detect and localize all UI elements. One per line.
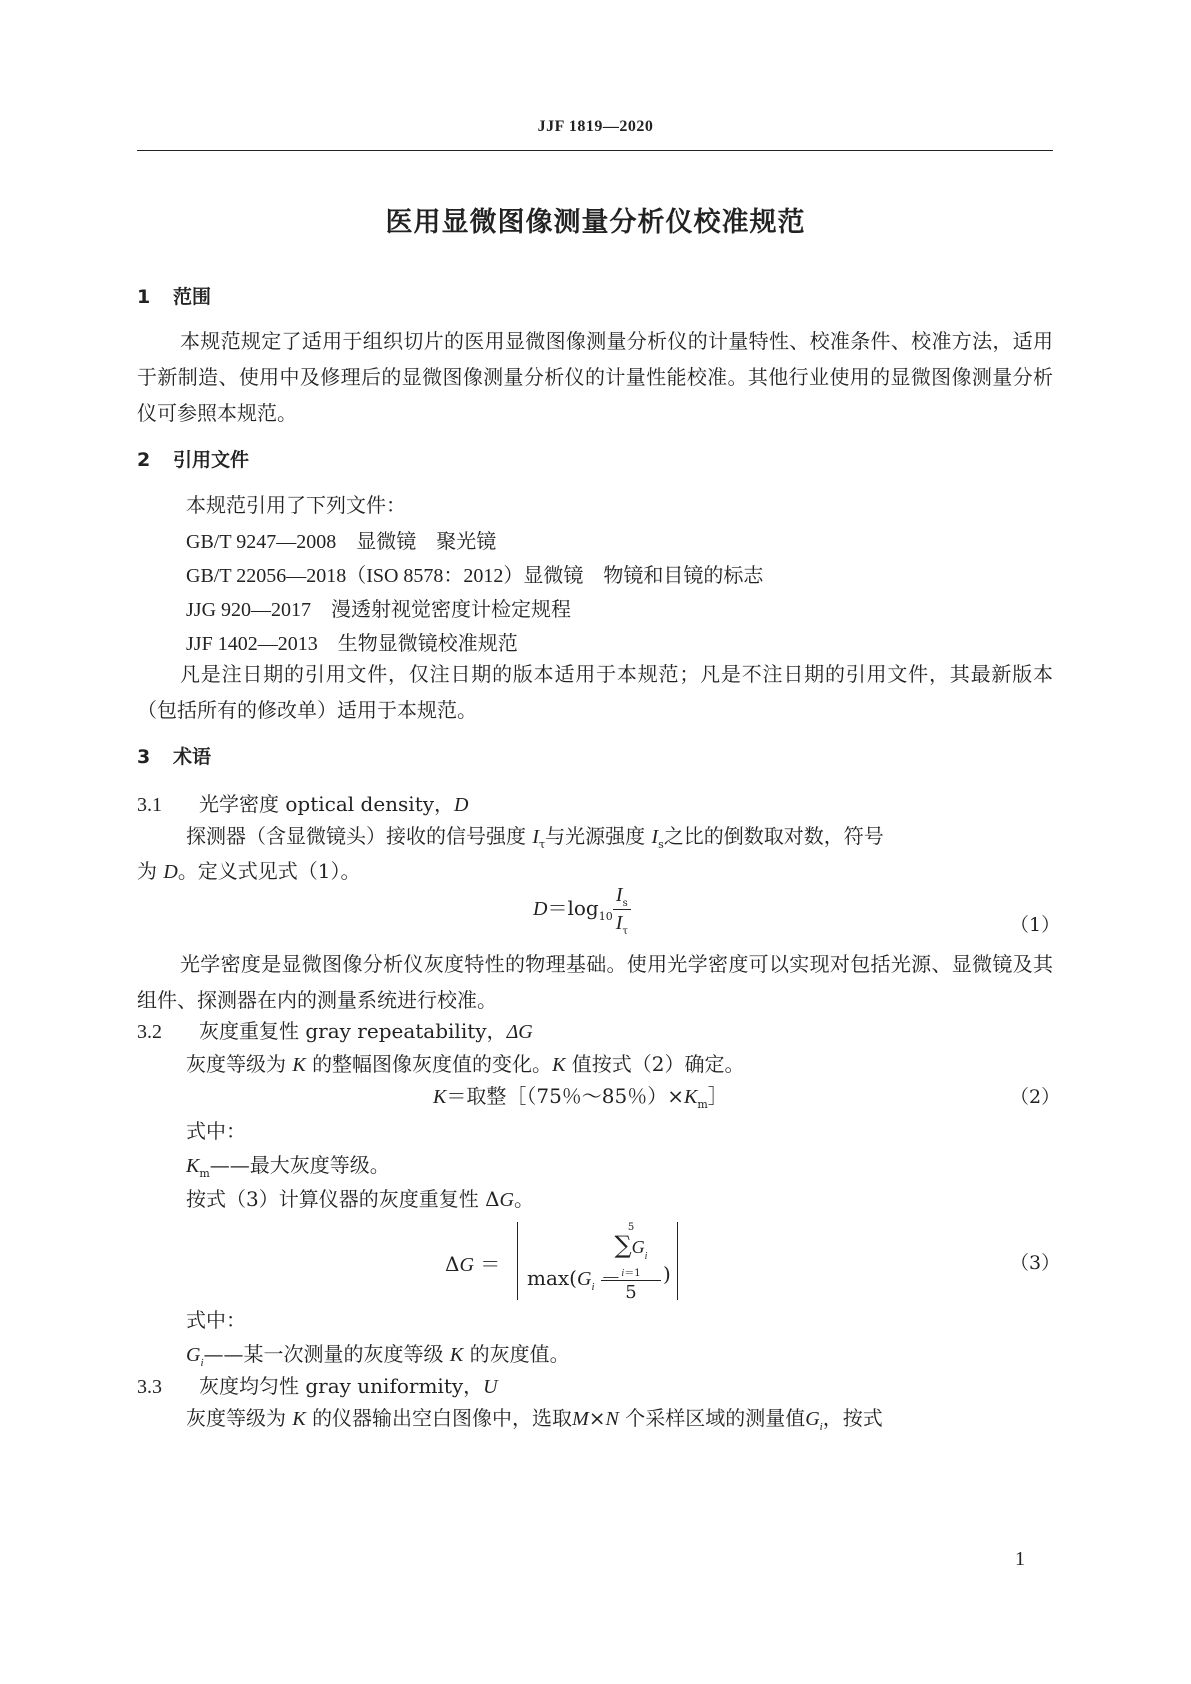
document-title: 医用显微图像测量分析仪校准规范 — [385, 207, 806, 238]
equation-3: ΔG ＝ $\max(G_i$ － 5 $\sum G_i$ i＝1 5 ) — [445, 1222, 705, 1302]
km-definition: $K_m——$最大灰度等级。 — [186, 1153, 390, 1180]
section-number: 1 — [137, 286, 151, 308]
equation-3-intro: 按式（3）计算仪器的灰度重复性 ΔG。 — [186, 1187, 534, 1211]
section-1-paragraph: 本规范规定了适用于组织切片的医用显微图像测量分析仪的计量特性、校准条件、校准方法，适用于新制造、使用中及修理后的显微图像测量分析仪的计量性能校准。其他行业使用的显微图像测量分析仪可参照本规范。 — [137, 329, 1053, 425]
definition-text: ，按式 — [822, 1406, 883, 1430]
equation-1: $D=\log_{10}$ $\frac{I_s}{I_\tau}$ — [533, 882, 631, 937]
header-rule — [137, 150, 1053, 151]
page-number: 1 — [1015, 1548, 1025, 1570]
definition-text: 为 — [137, 859, 157, 883]
reference-item — [186, 557, 763, 594]
definition-text: 与光源强度 — [545, 824, 646, 848]
reference-name: 生物显微镜校准规范 — [337, 631, 518, 655]
definition-text: 灰度等级为 — [186, 1052, 286, 1076]
term-3-1-explanation: 光学密度是显微图像分析仪灰度特性的物理基础。使用光学密度可以实现对包括光源、显微镜及其组件、探测器在内的测量系统进行校准。 — [137, 952, 1053, 1012]
definition-text: ——某一次测量的灰度等级 — [203, 1342, 444, 1366]
term-symbol: D — [454, 794, 469, 816]
definition-text: 个采样区域的测量值 — [625, 1406, 806, 1430]
term-name: 光学密度 optical density， — [199, 792, 455, 816]
references-intro: 本规范引用了下列文件： — [186, 493, 406, 517]
section-number: 2 — [137, 449, 151, 471]
term-3-1-definition-line2: 为 D。定义式见式（1）。 — [137, 859, 361, 883]
equation-3-label: （3） — [1010, 1252, 1061, 1274]
reference-code: JJF 1402—2013 — [186, 633, 318, 655]
term-3-2-heading — [137, 1015, 533, 1044]
term-3-1-definition-line1: 探测器（含显微镜头）接收的信号强度 $I_\tau$与光源强度 $I_s$之比的倒数取对数，符号 — [186, 824, 884, 851]
definition-text: 。定义式见式（1）。 — [177, 859, 361, 883]
definition-text: 探测器（含显微镜头）接收的信号强度 — [186, 824, 526, 848]
section-3-heading — [137, 742, 211, 769]
reference-code: GB/T 22056—2018（ISO 8578：2012） — [186, 565, 524, 587]
section-2-heading — [137, 445, 249, 472]
where-label: 式中： — [186, 1119, 246, 1143]
term-number: 3.2 — [137, 1021, 162, 1043]
equation-2-text: ＝取整［（75％～85％）× — [446, 1084, 684, 1108]
standard-code-header: JJF 1819—2020 — [537, 118, 654, 135]
term-symbol: ΔG — [506, 1021, 533, 1043]
section-title: 引用文件 — [173, 449, 250, 471]
section-title: 术语 — [173, 746, 212, 768]
reference-code: GB/T 9247—2008 — [186, 531, 337, 553]
reference-name: 漫透射视觉密度计检定规程 — [331, 597, 572, 621]
section-title: 范围 — [173, 286, 212, 308]
gi-definition: $G_i——$某一次测量的灰度等级 K 的灰度值。 — [186, 1342, 570, 1369]
term-name: 灰度重复性 gray repeatability， — [199, 1019, 507, 1043]
term-number: 3.1 — [137, 794, 162, 816]
equation-2-label: （2） — [1010, 1086, 1061, 1108]
references-note: 凡是注日期的引用文件，仅注日期的版本适用于本规范；凡是不注日期的引用文件，其最新版本（包括所有的修改单）适用于本规范。 — [137, 662, 1053, 722]
definition-text: 的仪器输出空白图像中，选取 — [312, 1406, 573, 1430]
reference-name: 显微镜 聚光镜 — [356, 529, 497, 553]
definition-text: ——最大灰度等级。 — [209, 1153, 390, 1177]
definition-text: 按式（3）计算仪器的灰度重复性 — [186, 1187, 479, 1211]
equation-1-label: （1） — [1010, 914, 1061, 936]
equation-2: K＝取整［（75％～85％）$\times K_m]$ — [433, 1084, 728, 1111]
term-3-3-definition: 灰度等级为 K 的仪器输出空白图像中，选取M×N 个采样区域的测量值$G_i$，按式 — [186, 1406, 883, 1433]
term-3-1-heading — [137, 788, 468, 817]
definition-text: 的灰度值。 — [469, 1342, 570, 1366]
reference-item — [186, 523, 496, 560]
definition-text: 值按式（2）确定。 — [571, 1052, 745, 1076]
section-1-heading — [137, 282, 211, 309]
term-3-2-definition: 灰度等级为 K 的整幅图像灰度值的变化。K 值按式（2）确定。 — [186, 1052, 745, 1076]
term-3-3-heading — [137, 1370, 498, 1399]
term-name: 灰度均匀性 gray uniformity， — [199, 1374, 484, 1398]
section-number: 3 — [137, 746, 151, 768]
definition-text: 之比的倒数取对数，符号 — [663, 824, 884, 848]
definition-text: 的整幅图像灰度值的变化。 — [312, 1052, 553, 1076]
term-symbol: U — [483, 1376, 498, 1398]
reference-item — [186, 591, 571, 628]
reference-code: JJG 920—2017 — [186, 599, 312, 621]
where-label: 式中： — [186, 1308, 246, 1332]
definition-text: 灰度等级为 — [186, 1406, 286, 1430]
reference-name: 显微镜 物镜和目镜的标志 — [523, 563, 764, 587]
term-number: 3.3 — [137, 1376, 162, 1398]
